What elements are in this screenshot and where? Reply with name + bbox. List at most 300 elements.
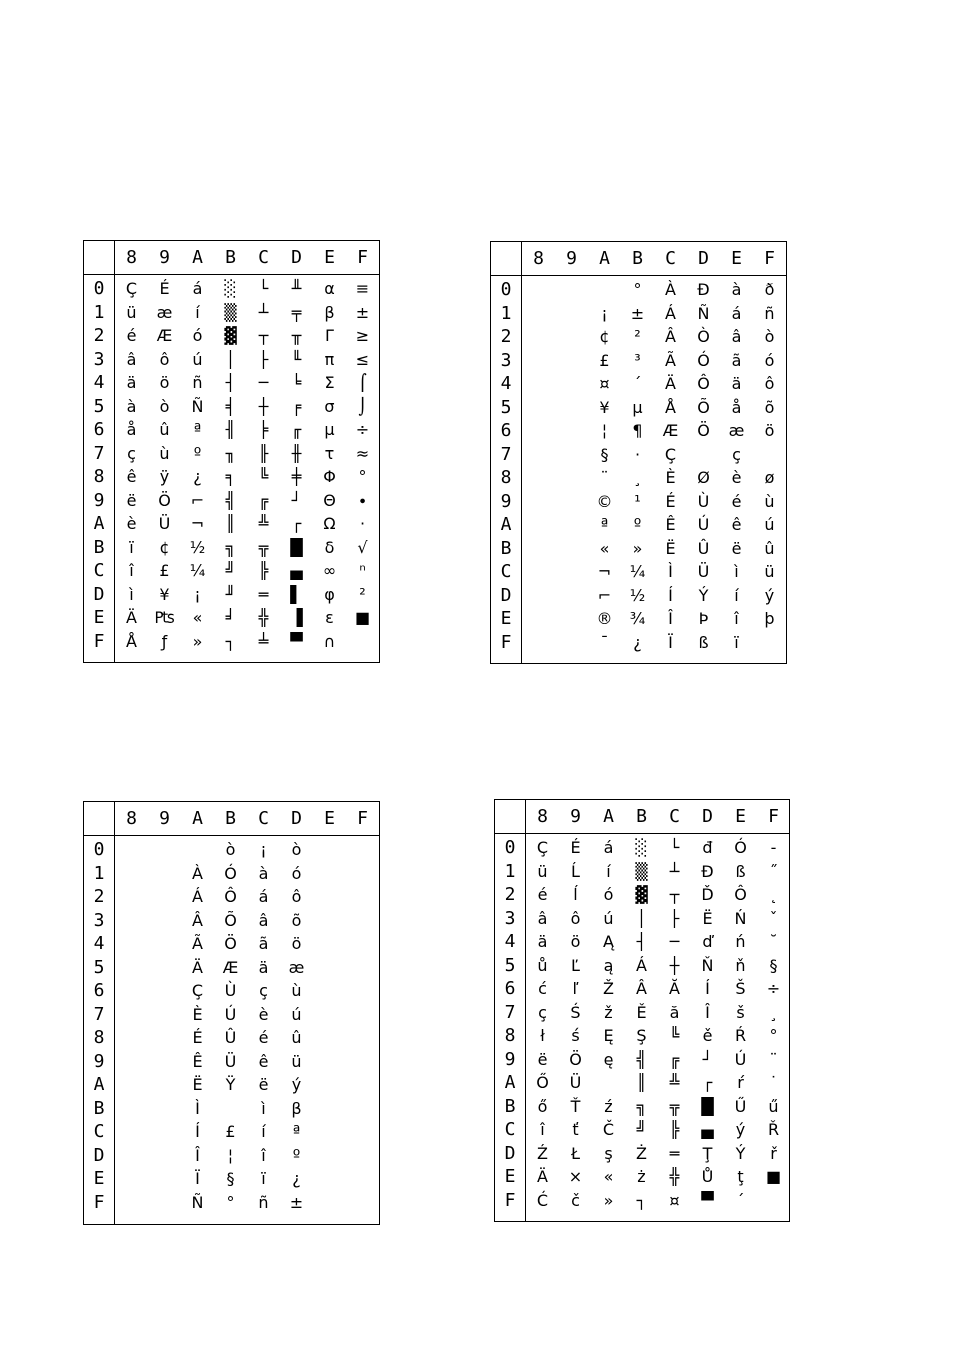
character-cell: ┬ xyxy=(669,885,680,904)
character-cell: ¦ xyxy=(227,1145,234,1165)
column-label-D: D xyxy=(291,808,302,829)
character-cell: ÷ xyxy=(355,420,370,439)
row-label-E: E xyxy=(500,608,512,629)
column-label-D: D xyxy=(702,806,713,827)
character-cell: ∙ xyxy=(357,490,368,510)
header-corner-cell xyxy=(491,242,522,275)
character-cell: ╘ xyxy=(291,373,302,392)
character-cell: Γ xyxy=(325,326,334,345)
character-cell: ż xyxy=(637,1167,646,1186)
column-label-E: E xyxy=(735,806,746,827)
character-cell: ë xyxy=(537,1049,548,1069)
row-label-0: 0 xyxy=(500,279,512,300)
character-cell: ┌ xyxy=(702,1073,713,1092)
character-cell: Å xyxy=(126,631,137,651)
character-cell: û xyxy=(291,1028,302,1047)
character-cell: î xyxy=(734,609,739,628)
character-cell: Ê xyxy=(192,1051,203,1071)
character-cell: └ xyxy=(258,279,269,298)
character-cell: Ç xyxy=(191,981,204,1000)
character-cell: ┬ xyxy=(258,326,269,345)
character-cell: · xyxy=(634,444,641,464)
character-cell: ˇ xyxy=(769,908,778,928)
character-cell: ù xyxy=(291,981,302,1000)
character-cell: ± xyxy=(630,303,645,323)
character-cell: Ô xyxy=(697,374,710,393)
character-cell: ¶ xyxy=(632,421,643,440)
character-cell: ¢ xyxy=(599,327,610,346)
character-cell: ¿ xyxy=(292,1169,301,1188)
character-cell: ¬ xyxy=(597,562,612,581)
character-cell: ¯ xyxy=(600,632,609,652)
character-cell: Á xyxy=(192,887,203,906)
character-cell: δ xyxy=(324,537,335,557)
character-cell: ŕ xyxy=(737,1073,744,1092)
character-cell: ¹ xyxy=(634,491,641,511)
character-cell: ò xyxy=(225,840,236,859)
character-cell: ╧ xyxy=(258,631,269,651)
character-cell: ─ xyxy=(669,932,680,951)
character-cell: Ö xyxy=(224,934,237,953)
character-cell: ╝ xyxy=(636,1120,647,1139)
character-cell: đ xyxy=(702,838,713,857)
character-cell: ã xyxy=(258,934,269,953)
character-cell: ⌡ xyxy=(358,396,367,416)
column-label-9: 9 xyxy=(570,806,581,827)
character-cell: » xyxy=(632,538,643,558)
row-label-0: 0 xyxy=(93,839,105,860)
character-cell: ò xyxy=(291,840,302,859)
character-cell: ¡ xyxy=(601,303,608,323)
character-cell: ° xyxy=(226,1192,235,1212)
character-cell: ó xyxy=(764,350,775,370)
character-cell: é xyxy=(126,326,137,345)
character-cell: ¡ xyxy=(260,840,267,859)
character-cell: ú xyxy=(603,908,614,928)
character-cell: ╚ xyxy=(669,1026,680,1045)
character-cell: ˛ xyxy=(769,885,778,904)
character-cell: ┐ xyxy=(636,1190,647,1210)
character-cell: æ xyxy=(156,302,173,322)
character-cell: ╔ xyxy=(669,1049,680,1069)
character-cell: Ù xyxy=(224,981,237,1000)
character-cell: ╫ xyxy=(291,443,302,463)
code-table-4 xyxy=(494,799,790,1222)
character-cell: Ö xyxy=(158,490,171,510)
character-cell: Ś xyxy=(570,1002,581,1022)
character-cell: ř xyxy=(770,1143,777,1163)
character-cell: ó xyxy=(192,326,203,345)
character-cell: ┼ xyxy=(669,955,680,975)
character-cell: è xyxy=(731,468,742,487)
character-cell: ▌ xyxy=(290,584,303,604)
character-cell: î xyxy=(261,1145,266,1165)
character-cell: ╛ xyxy=(225,608,236,627)
character-cell: ▒ xyxy=(635,861,648,881)
character-cell: è xyxy=(258,1004,269,1024)
character-cell: ╜ xyxy=(225,584,236,604)
character-cell: █ xyxy=(701,1096,714,1116)
character-cell: ï xyxy=(129,537,134,557)
row-label-7: 7 xyxy=(93,442,105,464)
row-label-F: F xyxy=(504,1189,516,1211)
character-cell: í xyxy=(261,1122,266,1141)
character-cell: ¦ xyxy=(601,421,608,440)
character-cell: Ń xyxy=(734,908,747,928)
character-cell: ˙ xyxy=(769,1073,778,1092)
character-cell: ˝ xyxy=(769,861,778,881)
column-label-9: 9 xyxy=(566,248,577,269)
character-cell: ª xyxy=(292,1122,301,1141)
row-label-D: D xyxy=(500,584,512,606)
character-cell: î xyxy=(129,561,134,580)
column-label-A: A xyxy=(603,806,614,827)
character-cell: ╣ xyxy=(636,1049,647,1069)
character-cell: └ xyxy=(669,838,680,857)
character-cell: ö xyxy=(291,934,302,953)
character-cell: α xyxy=(324,279,335,298)
character-cell: ╥ xyxy=(291,326,302,345)
column-label-9: 9 xyxy=(159,808,170,829)
character-cell: Ľ xyxy=(571,955,580,975)
character-cell: ő xyxy=(537,1096,548,1116)
character-cell: ì xyxy=(129,584,134,604)
character-cell: ¼ xyxy=(189,561,206,580)
row-label-D: D xyxy=(93,1144,105,1166)
character-cell: ╚ xyxy=(258,467,269,486)
character-cell: ò xyxy=(764,327,775,346)
character-cell: π xyxy=(324,349,335,369)
character-cell: ╩ xyxy=(669,1073,680,1092)
column-label-C: C xyxy=(665,248,676,269)
character-cell: ï xyxy=(734,632,739,652)
character-cell: ä xyxy=(731,374,742,393)
character-cell: ³ xyxy=(634,350,641,370)
character-cell: à xyxy=(258,863,269,883)
row-label-0: 0 xyxy=(93,278,105,299)
character-cell: ì xyxy=(261,1098,266,1118)
character-cell: µ xyxy=(632,397,643,417)
row-label-5: 5 xyxy=(93,395,105,417)
character-cell: Ñ xyxy=(697,303,710,323)
character-cell: å xyxy=(731,397,742,417)
character-cell: Ö xyxy=(569,1049,582,1069)
character-cell: Ż xyxy=(636,1143,647,1163)
character-cell: Ñ xyxy=(191,1192,204,1212)
character-cell: É xyxy=(665,491,676,511)
character-cell: Û xyxy=(224,1028,237,1047)
column-label-E: E xyxy=(731,248,742,269)
column-label-8: 8 xyxy=(126,247,137,268)
column-label-8: 8 xyxy=(126,808,137,829)
character-cell: ¡ xyxy=(194,584,201,604)
row-label-1: 1 xyxy=(504,860,516,882)
character-cell: É xyxy=(159,279,170,298)
character-cell: § xyxy=(769,955,778,975)
character-cell: « xyxy=(192,608,203,627)
character-cell: ď xyxy=(702,932,713,951)
character-cell: Â xyxy=(665,327,676,346)
character-cell: ñ xyxy=(192,373,203,392)
character-cell: ╖ xyxy=(225,443,236,463)
character-cell: ▐ xyxy=(290,608,303,627)
row-label-A: A xyxy=(93,1074,105,1095)
row-label-A: A xyxy=(504,1072,516,1093)
character-cell: ä xyxy=(537,932,548,951)
character-cell: Ì xyxy=(195,1098,200,1118)
header-corner-cell xyxy=(84,241,115,274)
character-cell: × xyxy=(568,1167,583,1186)
row-label-8: 8 xyxy=(504,1025,516,1046)
character-cell: ę xyxy=(603,1049,614,1069)
column-label-C: C xyxy=(258,808,269,829)
character-cell: ç xyxy=(127,443,136,463)
character-cell: ê xyxy=(126,467,137,486)
row-label-B: B xyxy=(93,1097,105,1119)
character-cell: ═ xyxy=(258,584,269,604)
character-cell: ñ xyxy=(258,1192,269,1212)
header-corner-cell xyxy=(495,800,526,833)
character-cell: ╕ xyxy=(225,467,236,486)
character-cell: Ä xyxy=(665,374,676,393)
character-cell: é xyxy=(537,885,548,904)
character-cell: ≈ xyxy=(355,443,370,463)
character-cell: Ù xyxy=(697,491,710,511)
character-cell: σ xyxy=(324,396,335,416)
character-cell: Ë xyxy=(665,538,676,558)
character-cell: ü xyxy=(291,1051,302,1071)
character-cell: » xyxy=(192,631,203,651)
character-cell: ű xyxy=(768,1096,779,1116)
character-cell: Â xyxy=(192,910,203,930)
character-cell: Ì xyxy=(668,562,673,581)
character-cell: ś xyxy=(571,1026,580,1045)
character-cell: ├ xyxy=(669,908,680,928)
character-cell: ´ xyxy=(736,1190,745,1210)
character-cell: ó xyxy=(603,885,614,904)
character-cell: ş xyxy=(604,1143,613,1163)
character-cell: º xyxy=(633,515,642,534)
character-cell: Å xyxy=(665,397,676,417)
character-cell: Ü xyxy=(697,562,710,581)
row-label-1: 1 xyxy=(93,862,105,884)
row-label-1: 1 xyxy=(93,301,105,323)
character-cell: À xyxy=(192,863,203,883)
character-cell: ─ xyxy=(258,373,269,392)
code-table-2 xyxy=(490,241,787,664)
character-cell: Í xyxy=(195,1122,200,1141)
character-cell: ô xyxy=(291,887,302,906)
character-cell: ÷ xyxy=(766,979,781,998)
character-cell: ç xyxy=(538,1002,547,1022)
character-cell: µ xyxy=(324,420,335,439)
row-label-D: D xyxy=(504,1142,516,1164)
character-cell: ç xyxy=(732,444,741,464)
character-cell: Ü xyxy=(569,1073,582,1092)
character-cell: Ð xyxy=(697,280,710,299)
character-cell: ░ xyxy=(224,279,237,298)
row-label-7: 7 xyxy=(504,1001,516,1023)
character-cell: ì xyxy=(734,562,739,581)
character-cell: ß xyxy=(698,632,709,652)
character-cell: ă xyxy=(669,1002,680,1022)
character-cell: Ň xyxy=(701,955,714,975)
character-cell: ┤ xyxy=(636,932,647,951)
character-cell: Σ xyxy=(324,373,335,392)
character-cell: ù xyxy=(764,491,775,511)
row-label-C: C xyxy=(93,1121,105,1142)
character-cell: ° xyxy=(633,280,642,299)
character-cell: ñ xyxy=(764,303,775,323)
character-cell: Ş xyxy=(636,1026,647,1045)
character-cell: ® xyxy=(596,609,613,628)
character-cell: Š xyxy=(735,979,746,998)
character-cell: ┴ xyxy=(669,861,680,881)
row-label-4: 4 xyxy=(500,373,512,394)
character-cell: Æ xyxy=(662,421,679,440)
character-cell: │ xyxy=(636,908,647,928)
character-cell: Á xyxy=(636,955,647,975)
row-label-5: 5 xyxy=(93,956,105,978)
character-cell: ¨ xyxy=(600,468,609,487)
character-cell: ² xyxy=(359,584,366,604)
character-cell: Ò xyxy=(697,327,710,346)
character-cell: û xyxy=(159,420,170,439)
character-cell: ▄ xyxy=(701,1120,714,1139)
character-cell: ě xyxy=(702,1026,713,1045)
character-cell: ł xyxy=(540,1026,545,1045)
row-label-7: 7 xyxy=(500,443,512,465)
character-cell: ╗ xyxy=(636,1096,647,1116)
character-cell: Ö xyxy=(697,421,710,440)
character-cell: τ xyxy=(324,443,335,463)
row-label-1: 1 xyxy=(500,302,512,324)
row-label-2: 2 xyxy=(93,886,105,907)
header-corner-cell xyxy=(84,802,115,835)
row-label-F: F xyxy=(500,631,512,653)
character-cell: ≥ xyxy=(355,326,370,345)
character-cell: Ÿ xyxy=(225,1075,236,1094)
character-cell: õ xyxy=(764,397,775,417)
character-cell: β xyxy=(291,1098,302,1118)
character-cell: ° xyxy=(358,467,367,486)
row-label-E: E xyxy=(93,1168,105,1189)
character-cell: É xyxy=(192,1028,203,1047)
character-cell: ░ xyxy=(635,838,648,857)
character-cell: Ý xyxy=(735,1143,746,1163)
character-cell: á xyxy=(258,887,269,906)
character-cell: ┘ xyxy=(291,490,302,510)
character-cell: Ä xyxy=(192,957,203,977)
character-cell: à xyxy=(731,280,742,299)
character-cell: ô xyxy=(159,349,170,369)
character-cell: ½ xyxy=(189,537,206,557)
character-cell: ½ xyxy=(629,585,646,605)
row-label-9: 9 xyxy=(93,1050,105,1072)
character-cell: ć xyxy=(538,979,547,998)
character-cell: ╦ xyxy=(669,1096,680,1116)
row-label-0: 0 xyxy=(504,837,516,858)
character-cell: ╬ xyxy=(258,608,269,627)
character-cell: â xyxy=(258,910,269,930)
character-cell: ⁿ xyxy=(359,561,366,580)
character-cell: Ů xyxy=(701,1167,714,1186)
character-cell: í xyxy=(606,861,611,881)
character-cell: ¨ xyxy=(769,1049,778,1069)
row-label-8: 8 xyxy=(93,1027,105,1048)
character-cell: ¸ xyxy=(769,1002,778,1022)
character-cell: ã xyxy=(731,350,742,370)
row-label-3: 3 xyxy=(500,349,512,371)
character-cell: ╢ xyxy=(225,420,236,439)
character-cell: é xyxy=(258,1028,269,1047)
character-cell: Ë xyxy=(702,908,713,928)
character-cell: ¿ xyxy=(193,467,202,486)
character-cell: á xyxy=(192,279,203,298)
character-cell: ü xyxy=(537,861,548,881)
character-cell: á xyxy=(731,303,742,323)
character-cell: ƒ xyxy=(161,631,168,651)
row-label-9: 9 xyxy=(93,489,105,511)
character-cell: Ř xyxy=(767,1120,780,1139)
character-cell: ú xyxy=(192,349,203,369)
character-cell: ╠ xyxy=(258,561,269,580)
character-cell: │ xyxy=(225,349,236,369)
character-cell: Ó xyxy=(734,838,747,857)
character-cell: ÿ xyxy=(159,467,170,486)
character-cell: Ü xyxy=(158,514,171,533)
character-cell: Ł xyxy=(571,1143,580,1163)
character-cell: ø xyxy=(764,468,775,487)
character-cell: ┤ xyxy=(225,373,236,392)
character-cell: Ý xyxy=(698,585,709,605)
character-cell: ß xyxy=(735,861,746,881)
character-cell: ⌐ xyxy=(597,585,612,605)
column-label-A: A xyxy=(599,248,610,269)
character-cell: â xyxy=(126,349,137,369)
character-cell: ù xyxy=(159,443,170,463)
character-cell: â xyxy=(537,908,548,928)
character-cell: Ĺ xyxy=(571,861,580,881)
row-label-5: 5 xyxy=(500,396,512,418)
row-label-divider xyxy=(521,242,522,663)
character-cell: þ xyxy=(764,609,775,628)
character-cell: Î xyxy=(705,1002,710,1022)
character-cell: í xyxy=(734,585,739,605)
column-label-A: A xyxy=(192,247,203,268)
character-cell: Û xyxy=(697,538,710,558)
character-cell: ý xyxy=(291,1075,302,1094)
column-label-C: C xyxy=(258,247,269,268)
character-cell: Á xyxy=(665,303,676,323)
character-cell: Ã xyxy=(665,350,676,370)
character-cell: Ê xyxy=(665,515,676,534)
character-cell: ¤ xyxy=(669,1190,680,1210)
character-cell: ▓ xyxy=(635,885,648,904)
character-cell: ⌠ xyxy=(358,373,367,392)
character-cell: ║ xyxy=(225,514,236,533)
character-cell: Õ xyxy=(697,397,710,417)
character-cell: § xyxy=(600,444,609,464)
character-cell: ª xyxy=(600,515,609,534)
column-label-8: 8 xyxy=(537,806,548,827)
column-label-9: 9 xyxy=(159,247,170,268)
character-cell: £ xyxy=(225,1122,236,1141)
character-cell: ň xyxy=(735,955,746,975)
column-label-F: F xyxy=(357,247,368,268)
character-cell: ò xyxy=(159,396,170,416)
character-cell: Ä xyxy=(126,608,137,627)
